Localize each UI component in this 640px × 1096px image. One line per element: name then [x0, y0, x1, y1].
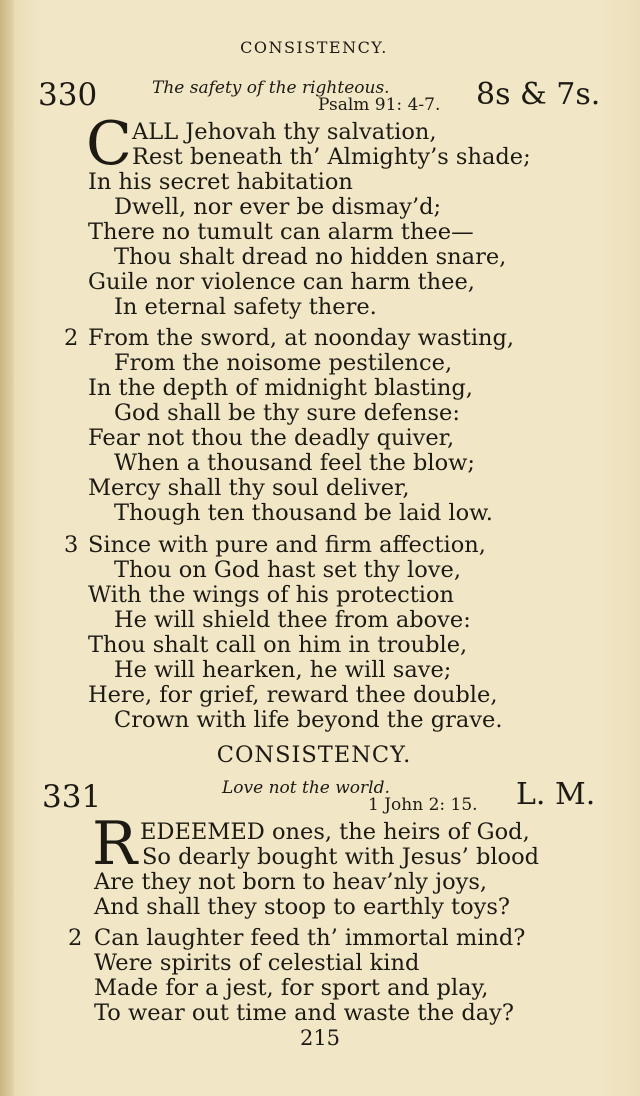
verse-line: He will shield thee from above:: [114, 607, 471, 633]
verse-line: And shall they stoop to earthly toys?: [94, 894, 510, 920]
hymn-331-meter: L. M.: [516, 777, 596, 812]
verse-line: Thou shalt call on him in trouble,: [88, 632, 468, 658]
verse-line: Here, for grief, reward thee double,: [88, 682, 498, 708]
verse-line: There no tumult can alarm thee—: [88, 219, 474, 245]
verse-line: Though ten thousand be laid low.: [114, 500, 493, 526]
verse-line: Made for a jest, for sport and play,: [94, 975, 489, 1001]
verse-line: He will hearken, he will save;: [114, 657, 452, 683]
verse-line: Mercy shall thy soul deliver,: [88, 475, 410, 501]
hymn-330-reference: Psalm 91: 4-7.: [318, 95, 441, 115]
verse-line: In eternal safety there.: [114, 294, 377, 320]
verse-line: Guile nor violence can harm thee,: [88, 269, 475, 295]
verse-line: Thou shalt dread no hidden snare,: [114, 244, 507, 270]
verse-line: Thou on God hast set thy love,: [114, 557, 461, 583]
verse-line: With the wings of his protection: [88, 582, 455, 608]
verse-line: When a thousand feel the blow;: [114, 450, 476, 476]
verse-line: Crown with life beyond the grave.: [114, 707, 503, 733]
hymn-331-stanza-2-number: 2: [68, 925, 83, 951]
page-number: 215: [299, 1026, 341, 1050]
verse-line: Since with pure and firm affection,: [88, 532, 486, 558]
verse-line: To wear out time and waste the day?: [94, 1000, 514, 1026]
verse-line: From the sword, at noonday wasting,: [88, 325, 515, 351]
page-binding-edge: [0, 0, 14, 1096]
verse-line: Dwell, nor ever be dismay’d;: [114, 194, 442, 220]
verse-line: Were spirits of celestial kind: [94, 950, 420, 976]
hymn-331-reference: 1 John 2: 15.: [368, 795, 478, 815]
verse-line: Rest beneath th’ Almighty’s shade;: [132, 144, 531, 170]
verse-line: EDEEMED ones, the heirs of God,: [140, 819, 530, 845]
hymn-330-number: 330: [38, 77, 98, 113]
verse-line: In his secret habitation: [88, 169, 353, 195]
hymn-330-meter: 8s & 7s.: [476, 77, 601, 112]
verse-line: From the noisome pestilence,: [114, 350, 453, 376]
verse-line: ALL Jehovah thy salvation,: [132, 119, 437, 145]
hymn-331-drop-cap: R: [92, 809, 138, 879]
running-head: CONSISTENCY.: [240, 38, 388, 57]
section-heading: CONSISTENCY.: [216, 742, 412, 768]
verse-line: So dearly bought with Jesus’ blood: [142, 844, 540, 870]
hymn-330-stanza-3-number: 3: [64, 532, 79, 558]
verse-line: Are they not born to heav’nly joys,: [94, 869, 488, 895]
hymn-330-title: The safety of the righteous.: [152, 78, 390, 98]
verse-line: God shall be thy sure defense:: [114, 400, 460, 426]
verse-line: In the depth of midnight blasting,: [88, 375, 473, 401]
verse-line: Fear not thou the deadly quiver,: [88, 425, 455, 451]
hymn-331-title: Love not the world.: [222, 778, 390, 798]
hymn-330-drop-cap: C: [86, 109, 132, 179]
hymn-331-number: 331: [42, 779, 102, 815]
hymn-330-stanza-2-number: 2: [64, 325, 79, 351]
verse-line: Can laughter feed th’ immortal mind?: [94, 925, 526, 951]
